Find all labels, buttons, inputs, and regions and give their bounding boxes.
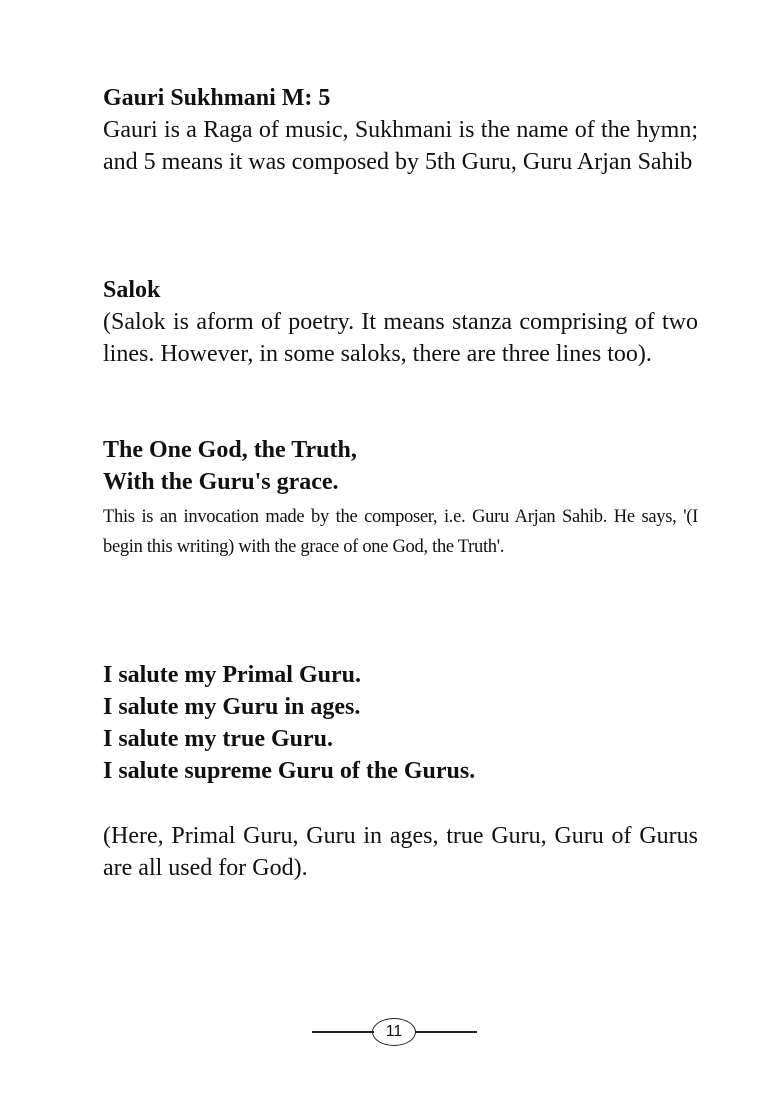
- paragraph-salutation-explanation: (Here, Primal Guru, Guru in ages, true Guru, Guru of Gurus are all used for God).: [103, 823, 698, 881]
- verse-line: I salute my true Guru.: [103, 726, 333, 752]
- paragraph-gauri-explanation: Gauri is a Raga of music, Sukhmani is the name of the hymn; and 5 means it was composed by 5th Guru, Guru Arjan Sahib: [103, 117, 698, 175]
- verse-line: I salute my Primal Guru.: [103, 662, 361, 688]
- verse-line: I salute supreme Guru of the Gurus.: [103, 758, 476, 784]
- paragraph-invocation-note: This is an invocation made by the composer, i.e. Guru Arjan Sahib. He says, '(I begin this writing) with the grace of one God, the Truth'.: [103, 507, 698, 557]
- invocation-line: With the Guru's grace.: [103, 469, 339, 495]
- paragraph-salok-explanation: (Salok is aform of poetry. It means stanza comprising of two lines. However, in some saloks, there are three lines too).: [103, 309, 698, 367]
- heading-gauri-sukhmani: Gauri Sukhmani M: 5: [103, 85, 331, 111]
- heading-salok: Salok: [103, 277, 161, 303]
- footer-rule-right: [415, 1031, 477, 1033]
- salutation-verses: [103, 659, 698, 787]
- heading-invocation: [103, 434, 698, 498]
- footer-rule-left: [312, 1031, 374, 1033]
- invocation-line: The One God, the Truth,: [103, 437, 357, 463]
- page-number-footer: [312, 1018, 476, 1046]
- verse-line: I salute my Guru in ages.: [103, 694, 361, 720]
- page-number: 11: [372, 1018, 416, 1046]
